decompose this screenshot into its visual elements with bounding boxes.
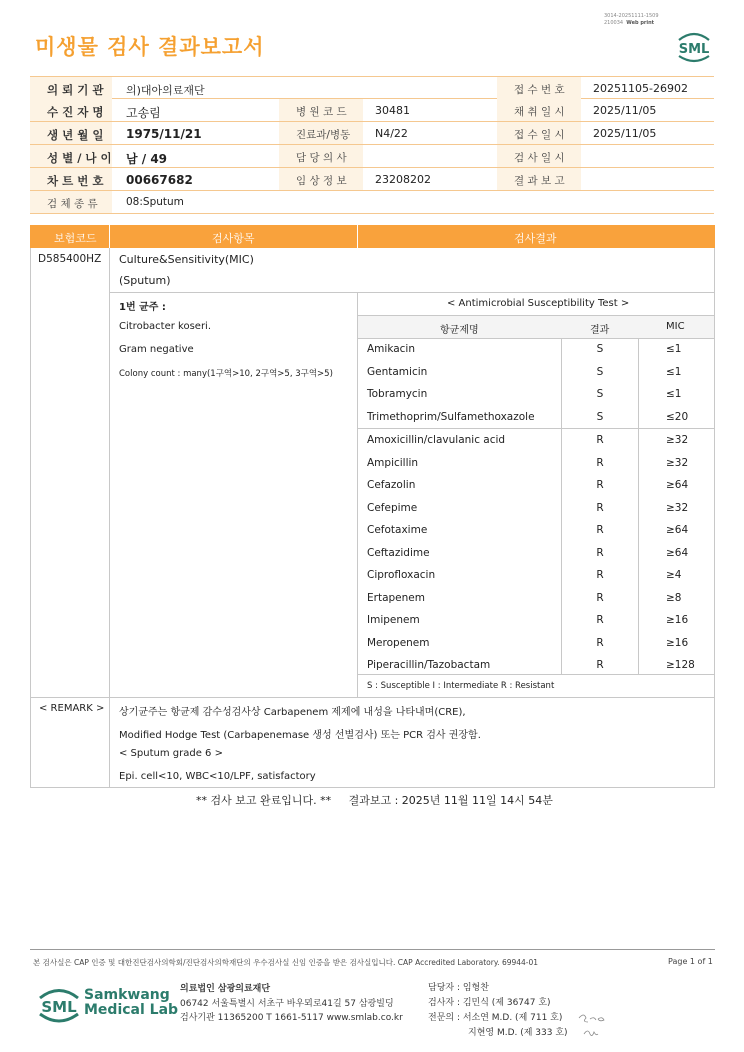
info-row-specimen xyxy=(30,191,714,214)
sml-logo-text: SML xyxy=(678,42,710,57)
antibiotic-result: R xyxy=(596,501,604,514)
antibiotic-row xyxy=(358,430,715,453)
antibiotic-name: Tobramycin xyxy=(367,388,428,400)
antibiotic-name: Ceftazidime xyxy=(367,546,430,559)
staff-tester: 검사자 : 김민식 (제 36747 호) xyxy=(428,998,551,1008)
antibiotic-name: Piperacillin/Tazobactam xyxy=(367,659,491,671)
staff-specialist-1: 전문의 : 서소연 M.D. (제 711 호) xyxy=(428,1013,563,1023)
sml-logo-icon xyxy=(675,26,713,64)
col-result-header: 검사결과 xyxy=(514,232,557,245)
antibiotic-mic: ≥128 xyxy=(666,659,695,671)
antibiotic-row xyxy=(358,384,715,407)
info-row-dob xyxy=(30,122,714,145)
antibiotic-row xyxy=(358,610,715,633)
document-code-line2: 210034 xyxy=(604,20,624,26)
staff-manager: 담당자 : 임형찬 xyxy=(428,983,489,993)
hospital-code-label: 병 원 코 드 xyxy=(296,106,347,118)
accreditation-note: 본 검사실은 CAP 인증 및 대한진단검사의학회/진단검사의학재단의 우수검사실 신임 인증을 받은 검사실입니다. CAP Accredited Laboratory. 69944-01 xyxy=(33,958,539,967)
antibiotic-row xyxy=(358,339,715,362)
requester-value: 의)대아의료재단 xyxy=(126,84,205,97)
report-label: 결 과 보 고 xyxy=(514,175,565,187)
antibiotic-name: Meropenem xyxy=(367,636,430,649)
antibiotic-row xyxy=(358,498,715,521)
info-row-chart xyxy=(30,168,714,191)
antibiotic-row xyxy=(358,543,715,566)
remark-label: < REMARK > xyxy=(39,703,105,714)
antibiotic-mic: ≥32 xyxy=(666,456,689,469)
patient-value: 고송림 xyxy=(126,106,161,120)
antibiotic-result: R xyxy=(596,659,604,671)
antibiotic-row xyxy=(358,453,715,476)
antibiotic-mic: ≥32 xyxy=(666,434,689,446)
antibiotic-name: Ampicillin xyxy=(367,456,419,469)
antibiotic-row xyxy=(358,520,715,543)
report-completion: ** 검사 보고 완료입니다. ** 결과보고 : 2025년 11월 11일 14시 54분 xyxy=(196,794,553,807)
dob-value: 1975/11/21 xyxy=(126,127,202,141)
accession-value: 20251105-26902 xyxy=(593,82,688,95)
ast-title: < Antimicrobial Susceptibility Test > xyxy=(447,298,630,309)
antibiotic-row xyxy=(358,633,715,656)
antibiotic-name: Trimethoprim/Sulfamethoxazole xyxy=(367,410,535,423)
antibiotic-result: S xyxy=(596,365,604,378)
colony-count: Colony count : many(1구역>10, 2구역>5, 3구역>5) xyxy=(119,369,333,379)
organism-header: 1번 균주 : xyxy=(119,302,166,313)
receive-date-value: 2025/11/05 xyxy=(593,127,657,140)
antibiotic-name: Ertapenem xyxy=(367,591,425,604)
test-date-label: 검 사 일 시 xyxy=(514,152,565,164)
document-code xyxy=(604,13,659,27)
hospital-code-value: 30481 xyxy=(375,104,410,117)
clinical-value: 23208202 xyxy=(375,173,431,186)
antibiotic-name: Amikacin xyxy=(367,343,416,355)
organism-name: Citrobacter koseri. xyxy=(119,321,212,332)
ast-legend: S : Susceptible I : Intermediate R : Resistant xyxy=(367,681,555,691)
antibiotic-name: Ciprofloxacin xyxy=(367,569,436,581)
antibiotic-row xyxy=(358,655,715,678)
antibiotic-mic: ≥32 xyxy=(666,501,689,514)
antibiotic-result: R xyxy=(596,546,604,559)
antibiotic-row xyxy=(358,588,715,611)
page-number: Page 1 of 1 xyxy=(668,957,713,966)
antibiotic-row xyxy=(358,475,715,498)
collect-date-value: 2025/11/05 xyxy=(593,104,657,117)
antibiotic-result: R xyxy=(596,434,604,446)
signature-icon xyxy=(576,1010,608,1042)
document-code-line1: 3014-20251111-1509 xyxy=(604,13,659,19)
antibiotic-mic: ≥8 xyxy=(666,591,682,604)
dept-value: N4/22 xyxy=(375,127,408,140)
antibiotic-mic: ≤1 xyxy=(666,343,682,355)
info-row-sex-age xyxy=(30,145,714,168)
col-insurance-header: 보험코드 xyxy=(54,232,97,245)
corporation-info xyxy=(180,982,403,1026)
antibiotic-mic: ≥16 xyxy=(666,614,689,626)
sex-age-value: 남 / 49 xyxy=(126,152,168,166)
gram-stain: Gram negative xyxy=(119,344,194,355)
result-table-header xyxy=(30,225,715,248)
web-print-label: Web print xyxy=(626,20,655,26)
ast-col-result: 결과 xyxy=(590,325,610,336)
ast-col-name: 항균제명 xyxy=(440,325,479,336)
receive-date-label: 접 수 일 시 xyxy=(514,129,565,141)
corp-address: 06742 서울특별시 서초구 바우뫼로41길 57 삼광빌딩 xyxy=(180,998,394,1009)
staff-info xyxy=(428,981,568,1041)
antibiotic-mic: ≥64 xyxy=(666,546,689,559)
antibiotic-mic: ≤1 xyxy=(666,388,682,400)
antibiotic-mic: ≤1 xyxy=(666,365,682,378)
antibiotic-result: R xyxy=(596,614,604,626)
antibiotic-mic: ≥16 xyxy=(666,636,689,649)
antibiotic-name: Imipenem xyxy=(367,614,420,626)
report-title: 미생물 검사 결과보고서 xyxy=(35,35,265,59)
antibiotic-name: Gentamicin xyxy=(367,365,428,378)
remark-line-3: < Sputum grade 6 > xyxy=(119,748,223,759)
antibiotic-result: R xyxy=(596,636,604,649)
antibiotic-result: R xyxy=(596,479,604,491)
antibiotic-result: S xyxy=(596,388,604,400)
dept-label: 진료과/병동 xyxy=(296,129,351,141)
patient-label: 수 진 자 명 xyxy=(47,105,104,119)
col-item-header: 검사항목 xyxy=(212,232,255,245)
patient-info-table xyxy=(30,76,714,214)
antibiotic-name: Amoxicillin/clavulanic acid xyxy=(367,434,506,446)
samkwang-logo-icon xyxy=(36,980,82,1026)
antibiotic-result: R xyxy=(596,569,604,581)
antibiotic-mic: ≥4 xyxy=(666,569,682,581)
antibiotic-mic: ≤20 xyxy=(666,410,689,423)
svg-text:SML: SML xyxy=(41,998,77,1016)
logo-line1: Samkwang xyxy=(84,987,170,1003)
remark-line-4: Epi. cell<10, WBC<10/LPF, satisfactory xyxy=(119,771,316,782)
antibiotic-mic: ≥64 xyxy=(666,524,689,536)
test-item-line1: Culture&Sensitivity(MIC) xyxy=(119,253,254,266)
antibiotic-row xyxy=(358,362,715,385)
antibiotic-row xyxy=(358,407,715,430)
antibiotic-name: Cefazolin xyxy=(367,479,416,491)
info-row-patient xyxy=(30,99,714,122)
collect-date-label: 채 취 일 시 xyxy=(514,106,565,118)
footer-divider xyxy=(30,949,715,950)
antibiotic-result: S xyxy=(596,343,604,355)
samkwang-logo-text xyxy=(84,988,178,1018)
corp-name: 의료법인 삼광의료재단 xyxy=(180,984,271,994)
chart-value: 00667682 xyxy=(126,173,193,187)
dob-label: 생 년 월 일 xyxy=(47,128,104,142)
sex-age-label: 성 별 / 나 이 xyxy=(47,151,112,165)
accession-label: 접 수 번 호 xyxy=(514,84,565,96)
doctor-label: 담 당 의 사 xyxy=(296,152,347,164)
requester-label: 의 뢰 기 관 xyxy=(47,83,104,97)
remark-line-1: 상기균주는 항균제 감수성검사상 Carbapenem 제제에 내성을 나타내며(CRE), xyxy=(119,707,466,718)
info-row-requester xyxy=(30,76,714,99)
specimen-value: 08:Sputum xyxy=(126,196,184,208)
staff-specialist-2: 지현영 M.D. (제 333 호) xyxy=(468,1028,568,1038)
antibiotic-name: Cefotaxime xyxy=(367,524,428,536)
antibiotic-result: S xyxy=(596,410,604,423)
antibiotic-result: R xyxy=(596,524,604,536)
logo-line2: Medical Lab xyxy=(84,1002,179,1018)
clinical-label: 임 상 정 보 xyxy=(296,175,347,187)
specimen-label: 검 체 종 류 xyxy=(47,198,98,210)
antibiotic-result: R xyxy=(596,456,604,469)
remark-line-2: Modified Hodge Test (Carbapenemase 생성 선별검사) 또는 PCR 검사 권장함. xyxy=(119,730,481,741)
antibiotic-name: Cefepime xyxy=(367,501,418,514)
chart-label: 차 트 번 호 xyxy=(47,174,104,188)
antibiotic-row xyxy=(358,565,715,588)
antibiotic-mic: ≥64 xyxy=(666,479,689,491)
ast-col-mic: MIC xyxy=(666,321,685,332)
insurance-code: D585400HZ xyxy=(38,253,102,265)
corp-contact: 검사기관 11365200 T 1661-5117 www.smlab.co.kr xyxy=(180,1013,403,1023)
antibiotic-result: R xyxy=(596,591,604,604)
test-item-line2: (Sputum) xyxy=(119,274,171,287)
